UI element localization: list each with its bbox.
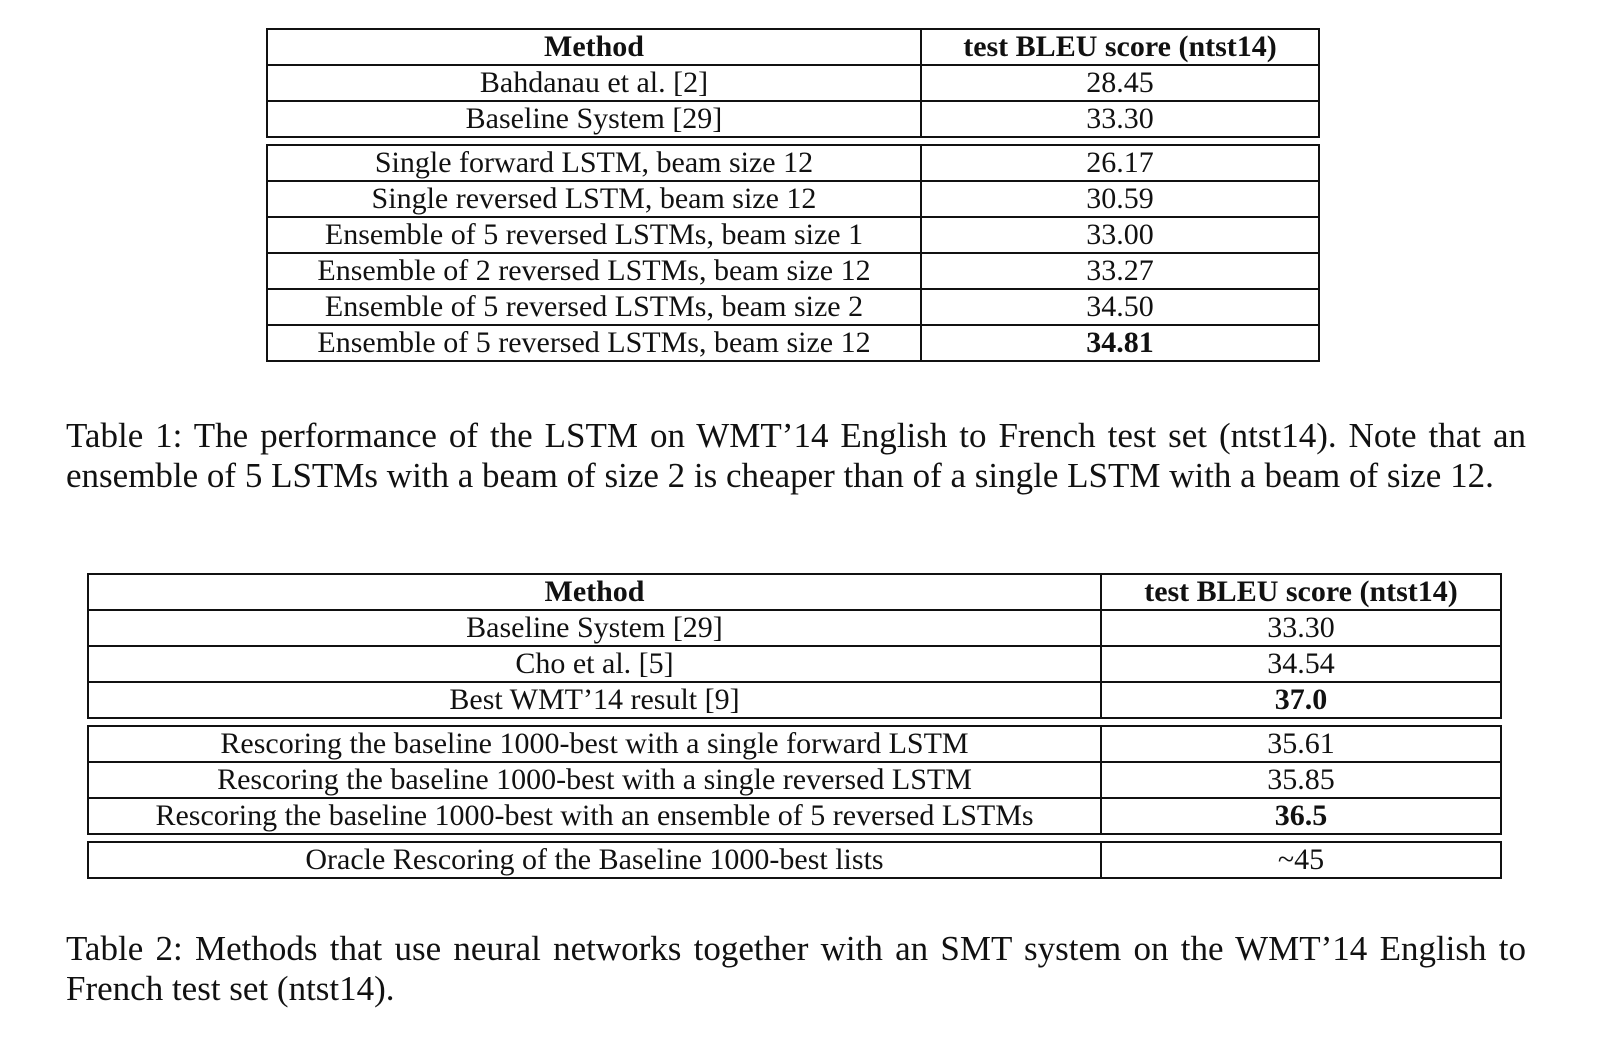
score-cell: 33.30	[1101, 610, 1501, 646]
score-cell: 26.17	[921, 145, 1319, 181]
table-1-group-2	[266, 144, 1320, 362]
score-cell: 28.45	[921, 65, 1319, 101]
method-cell: Oracle Rescoring of the Baseline 1000-best lists	[88, 842, 1101, 878]
table-2-caption: Table 2: Methods that use neural networks together with an SMT system on the WMT’14 English to French test set (ntst14).	[66, 929, 1526, 1008]
table-row	[267, 65, 1319, 101]
table-1-caption: Table 1: The performance of the LSTM on WMT’14 English to French test set (ntst14). Note that an ensemble of 5 LSTMs with a beam of size 2 is cheaper than of a single LSTM with a beam of size 12.	[66, 416, 1526, 495]
method-cell: Bahdanau et al. [2]	[267, 65, 921, 101]
table-header-row	[267, 29, 1319, 65]
table-row	[267, 101, 1319, 137]
method-cell: Rescoring the baseline 1000-best with a single reversed LSTM	[88, 762, 1101, 798]
score-cell-best: 36.5	[1101, 798, 1501, 834]
header-score: test BLEU score (ntst14)	[1101, 574, 1501, 610]
method-cell: Baseline System [29]	[267, 101, 921, 137]
table-row	[267, 145, 1319, 181]
score-cell: 33.27	[921, 253, 1319, 289]
score-cell: 33.30	[921, 101, 1319, 137]
method-cell: Rescoring the baseline 1000-best with a single forward LSTM	[88, 726, 1101, 762]
table-row	[267, 289, 1319, 325]
method-cell: Ensemble of 5 reversed LSTMs, beam size 12	[267, 325, 921, 361]
method-cell: Cho et al. [5]	[88, 646, 1101, 682]
table-row	[88, 842, 1501, 878]
header-method: Method	[88, 574, 1101, 610]
table-row	[88, 682, 1501, 718]
table-2-group-1	[87, 573, 1502, 719]
score-cell: ~45	[1101, 842, 1501, 878]
table-1-group-1	[266, 28, 1320, 138]
score-cell: 30.59	[921, 181, 1319, 217]
table-row	[88, 762, 1501, 798]
score-cell-best: 37.0	[1101, 682, 1501, 718]
table-row	[88, 726, 1501, 762]
method-cell: Ensemble of 2 reversed LSTMs, beam size 12	[267, 253, 921, 289]
score-cell: 35.85	[1101, 762, 1501, 798]
table-row	[88, 610, 1501, 646]
table-row	[267, 217, 1319, 253]
table-row	[88, 646, 1501, 682]
score-cell: 35.61	[1101, 726, 1501, 762]
table-row	[267, 253, 1319, 289]
score-cell: 34.54	[1101, 646, 1501, 682]
method-cell: Rescoring the baseline 1000-best with an ensemble of 5 reversed LSTMs	[88, 798, 1101, 834]
method-cell: Single reversed LSTM, beam size 12	[267, 181, 921, 217]
table-header-row	[88, 574, 1501, 610]
table-row	[88, 798, 1501, 834]
method-cell: Ensemble of 5 reversed LSTMs, beam size 1	[267, 217, 921, 253]
table-1	[266, 28, 1318, 362]
table-2	[87, 573, 1500, 879]
method-cell: Baseline System [29]	[88, 610, 1101, 646]
header-method: Method	[267, 29, 921, 65]
header-score: test BLEU score (ntst14)	[921, 29, 1319, 65]
table-2-group-2	[87, 725, 1502, 835]
score-cell-best: 34.81	[921, 325, 1319, 361]
score-cell: 33.00	[921, 217, 1319, 253]
table-row	[267, 325, 1319, 361]
method-cell: Best WMT’14 result [9]	[88, 682, 1101, 718]
table-row	[267, 181, 1319, 217]
score-cell: 34.50	[921, 289, 1319, 325]
method-cell: Single forward LSTM, beam size 12	[267, 145, 921, 181]
table-2-group-3	[87, 841, 1502, 879]
method-cell: Ensemble of 5 reversed LSTMs, beam size 2	[267, 289, 921, 325]
